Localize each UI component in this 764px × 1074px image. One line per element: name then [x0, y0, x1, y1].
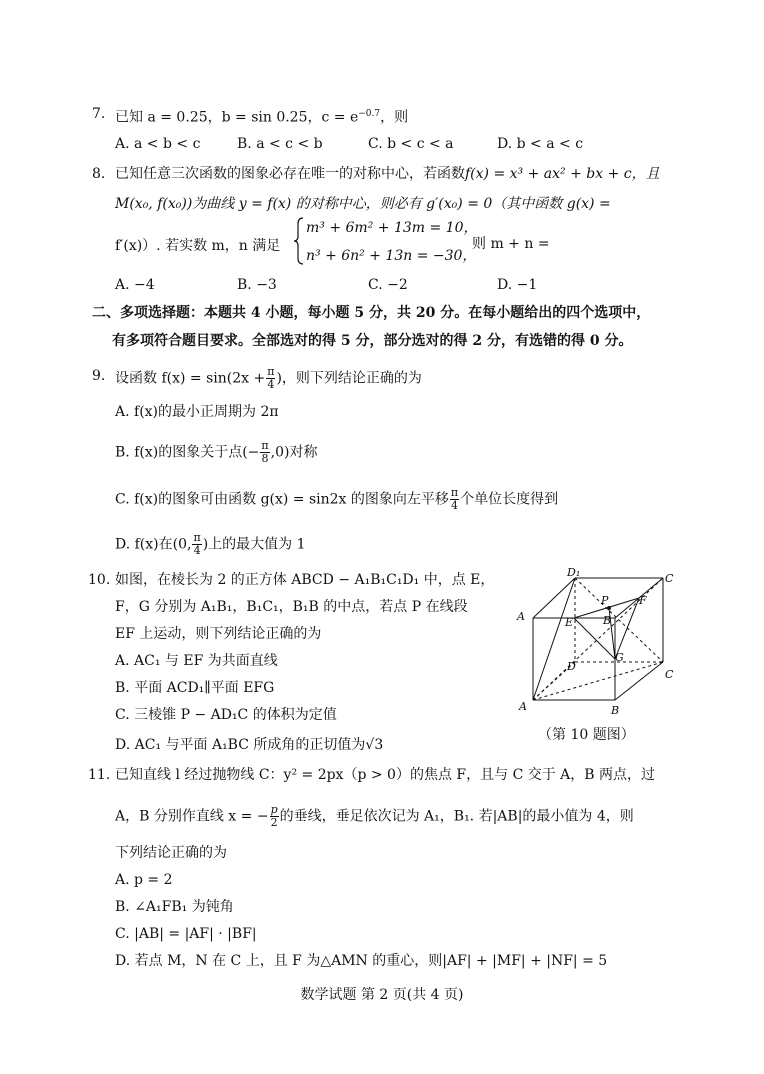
q8-equation-1: m³ + 6m² + 13m = 10，	[306, 220, 478, 236]
label-e: E	[565, 616, 574, 629]
page-footer: 数学试题 第 2 页(共 4 页)	[300, 987, 464, 1003]
q8-line-2: M(x₀, f(x₀))为曲线 y = f(x) 的对称中心，则必有 g′(x₀) = 0（其中函数 g(x) =	[115, 196, 611, 212]
q9-option-c-fraction	[450, 487, 459, 512]
q8-number: 8.	[92, 166, 106, 182]
q9-option-c	[115, 487, 558, 512]
label-g: G	[615, 651, 624, 664]
q10-option-b: B. 平面 ACD₁∥平面 EFG	[115, 680, 275, 696]
q9-stem-b: )，则下列结论正确的为	[276, 370, 422, 387]
q11-frac-num: p	[270, 803, 278, 816]
q9-d-num: π	[193, 531, 201, 544]
q10-option-c: C. 三棱锥 P − AD₁C 的体积为定值	[115, 707, 337, 723]
q7-exponent: −0.7	[358, 109, 381, 119]
q7-option-c: C. b < c < a	[368, 136, 454, 152]
q7-option-b: B. a < c < b	[237, 136, 323, 152]
q9-b-den: 8	[261, 452, 269, 465]
label-b: B	[611, 704, 620, 716]
label-f: F	[639, 594, 647, 607]
q9-option-d-fraction	[192, 532, 201, 557]
label-a1: A	[517, 610, 525, 623]
label-d: D	[567, 660, 576, 673]
q9-b-num: π	[261, 439, 269, 452]
q9-option-d	[115, 532, 306, 557]
q11-line-2a: A，B 分别作直线 x = −	[115, 808, 269, 825]
q9-frac-den: 4	[267, 378, 275, 391]
q11-line-3: 下列结论正确的为	[115, 845, 227, 861]
label-p: P	[601, 594, 609, 607]
label-a: A	[519, 700, 527, 713]
q9-option-b	[115, 440, 317, 465]
q9-option-b-fraction	[260, 440, 269, 465]
q10-line-1: 如图，在棱长为 2 的正方体 ABCD − A₁B₁C₁D₁ 中，点 E，	[115, 572, 495, 588]
q8-option-d: D. −1	[497, 277, 538, 293]
q10-line-2: F，G 分别为 A₁B₁，B₁C₁，B₁B 的中点，若点 P 在线段	[115, 599, 468, 615]
q8-equation-2: n³ + 6n² + 13n = −30，	[306, 248, 477, 264]
q11-line-2b: 的垂线，垂足依次记为 A₁，B₁. 若|AB|的最小值为 4，则	[279, 808, 634, 825]
q9-option-c-a: C. f(x)的图象可由函数 g(x) = sin2x 的图象向左平移	[115, 491, 449, 508]
q9-option-c-b: 个单位长度得到	[460, 491, 559, 508]
q9-stem-fraction	[266, 366, 275, 391]
q9-option-d-a: D. f(x)在(0,	[115, 536, 192, 553]
q9-d-den: 4	[193, 544, 201, 557]
q11-number: 11.	[88, 767, 111, 783]
q11-frac-den: 2	[270, 816, 278, 829]
q9-option-b-a: B. f(x)的图象关于点(−	[115, 444, 260, 461]
q11-option-b: B. ∠A₁FB₁ 为钝角	[115, 899, 234, 915]
q11-option-a: A. p = 2	[115, 872, 173, 888]
q8-brace	[293, 216, 305, 266]
q8-line-3b: 则 m + n =	[472, 236, 550, 252]
q11-line-2	[115, 804, 634, 829]
q10-option-d: D. AC₁ 与平面 A₁BC 所成角的正切值为√3	[115, 737, 384, 753]
q10-figure-caption: （第 10 题图）	[538, 727, 635, 743]
q9-option-a: A. f(x)的最小正周期为 2π	[115, 404, 279, 420]
q8-line-3a: f′(x)）. 若实数 m，n 满足	[115, 238, 281, 254]
q7-option-a: A. a < b < c	[115, 136, 201, 152]
q8-option-c: C. −2	[368, 277, 408, 293]
q8-option-a: A. −4	[115, 277, 155, 293]
q11-fraction	[270, 804, 279, 829]
q10-option-a: A. AC₁ 与 EF 为共面直线	[115, 653, 278, 669]
q9-option-d-b: )上的最大值为 1	[202, 536, 306, 553]
q10-number: 10.	[88, 572, 111, 588]
label-c1: C	[665, 572, 674, 585]
q9-option-b-b: ,0)对称	[270, 444, 318, 461]
q8-option-b: B. −3	[237, 277, 277, 293]
section-2-line-2: 有多项符合题目要求。全部选对的得 5 分，部分选对的得 2 分，有选错的得 0 分。	[112, 333, 633, 349]
q11-option-c: C. |AB| = |AF| · |BF|	[115, 926, 257, 942]
q7-option-d: D. b < a < c	[497, 136, 584, 152]
q11-option-d: D. 若点 M，N 在 C 上，且 F 为△AMN 的重心，则|AF| + |MF| + |NF| = 5	[115, 953, 608, 969]
q9-frac-num: π	[267, 365, 275, 378]
q7-stem-tail: ，则	[380, 109, 409, 126]
label-d1: D₁	[567, 566, 581, 579]
q7-stem	[115, 104, 408, 128]
q9-c-den: 4	[451, 499, 459, 512]
section-2-line-1: 二、多项选择题：本题共 4 小题，每小题 5 分，共 20 分。在每小题给出的四个选项中，	[92, 305, 651, 321]
q9-stem	[115, 366, 422, 391]
q9-c-num: π	[450, 486, 459, 499]
q7-number: 7.	[92, 106, 106, 122]
q8-line-1b: f(x) = x³ + ax² + bx + c，且	[465, 166, 660, 182]
q9-stem-a: 设函数 f(x) = sin(2x +	[115, 370, 266, 387]
label-b1: B	[603, 614, 612, 627]
q11-line-1: 已知直线 l 经过抛物线 C：y² = 2px（p > 0）的焦点 F，且与 C 交于 A，B 两点，过	[115, 767, 656, 783]
label-c: C	[665, 668, 674, 681]
q10-line-3: EF 上运动，则下列结论正确的为	[115, 626, 322, 642]
q7-stem-text: 已知 a = 0.25，b = sin 0.25，c = e	[115, 109, 359, 126]
cube-figure	[515, 566, 675, 716]
q8-line-1a: 已知任意三次函数的图象必存在唯一的对称中心，若函数	[115, 166, 465, 182]
q9-number: 9.	[92, 368, 106, 384]
